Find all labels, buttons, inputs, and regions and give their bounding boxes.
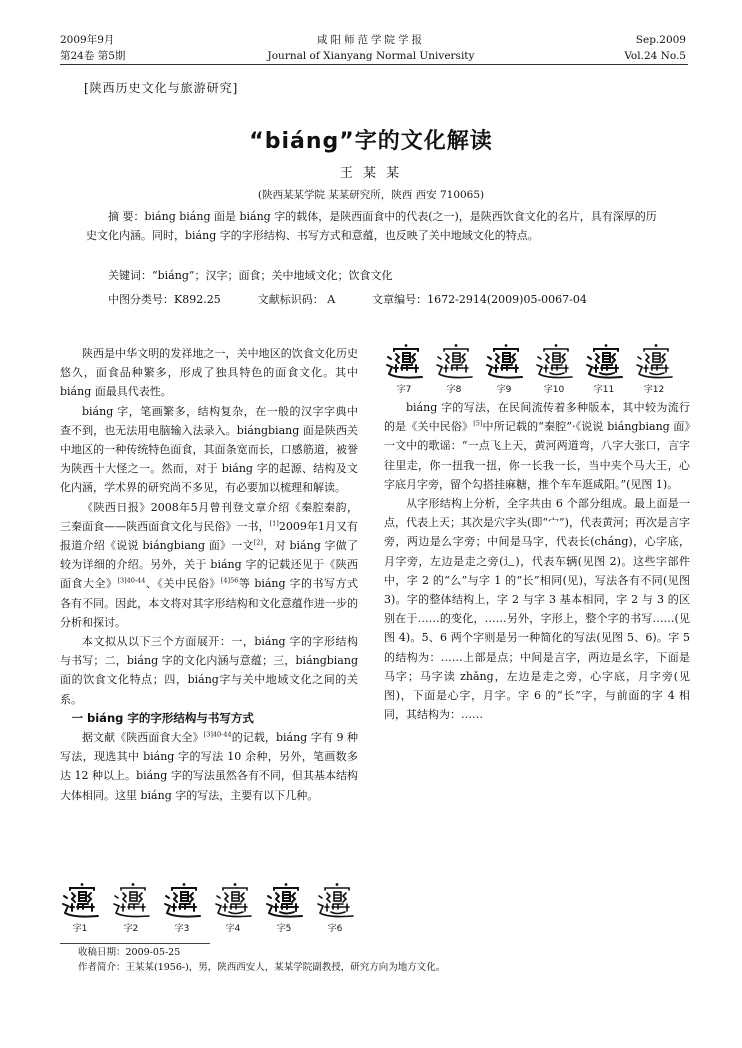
- biang-glyph-image: [584, 343, 624, 395]
- biang-glyph-drawing: [264, 882, 304, 920]
- citation: [5]: [473, 419, 483, 428]
- biang-glyph-drawing: [315, 882, 355, 920]
- biang-glyph-image: [484, 343, 524, 395]
- biang-glyph-drawing: [213, 882, 253, 920]
- paragraph-with-citations: 《陕西日报》2008年5月曾刊登文章介绍《秦腔秦韵，三秦面食——陕西面食文化与民俗》一书，[1]2009年1月又有报道介绍《说说 biángbiang 面》一文[2]，对 biáng 字做了较为详细的介绍。另外，关于 biáng 字的记载还见于《陕西面食大全》$^{[3]40-44}$、《关中民俗》$^{[4]56}$等 biáng 字的书写方式各有不同。因此，本文将对其字形结构和文化意蕴作进一步的分析和探讨。: [60, 500, 359, 629]
- biang-glyph-drawing: [60, 882, 100, 920]
- body-right-column: [384, 398, 690, 724]
- classification-line: [86, 290, 658, 309]
- body-left-column: [60, 344, 358, 805]
- paragraph-with-citations: biáng 字的写法，在民间流传着多种版本，其中较为流行的是《关中民俗》[5]中所记载的“秦腔”·《说说 biángbiang 面》一文中的歌谣：“一点飞上天，黄河两道弯，八字大张口，言字往里走，你一扭我一扭，你一长我一长，当中夹个马大王，心字底月字旁，留个勾搭挂麻糖，推个车车逛咸阳。”(见图 1)。: [384, 401, 690, 491]
- glyph-label: 字4: [225, 924, 241, 934]
- biang-glyph-image: [162, 882, 202, 934]
- author-affiliation: (陕西某某学院 某某研究所，陕西 西安 710065): [257, 189, 485, 201]
- clc-number: 中图分类号：K892.25: [108, 293, 221, 306]
- glyph-label: 字11: [593, 385, 615, 395]
- biang-glyph-drawing: [634, 343, 674, 381]
- header-journal-en: Journal of Xianyang Normal University: [267, 50, 475, 62]
- glyph-label: 字7: [396, 385, 412, 395]
- article-number: 文章编号：1672-2914(2009)05-0067-04: [372, 293, 587, 306]
- biang-glyph-image: [434, 343, 474, 395]
- header-date-cn: 2009年9月: [60, 34, 115, 46]
- glyph-label: 字9: [496, 385, 512, 395]
- glyph-label: 字8: [446, 385, 462, 395]
- biang-glyph-image: [384, 343, 424, 395]
- glyph-label: 字2: [123, 924, 139, 934]
- biang-glyph-drawing: [111, 882, 151, 920]
- biang-glyph-drawing: [484, 343, 524, 381]
- section-heading: 一 biáng 字的字形结构与书写方式: [71, 710, 254, 725]
- biang-glyph-image: [534, 343, 574, 395]
- footnote-received: 收稿日期：2009-05-25: [78, 947, 181, 958]
- glyph-figure-row-2: [384, 343, 690, 395]
- header-journal-cn: 咸阳师范学院学报: [317, 34, 425, 46]
- paragraph: 本文拟从以下三个方面展开：一，biáng 字的字形结构与书写；二，biáng 字的文化内涵与意蕴；三，biángbiang 面的饮食文化特点；四，biáng字与关中地域文化之间的关系。: [60, 635, 358, 706]
- biang-glyph-image: [264, 882, 304, 934]
- paragraph: 陕西是中华文明的发祥地之一，关中地区的饮食文化历史悠久，面食品种繁多，形成了独具特色的面食文化。其中 biáng 面最具代表性。: [60, 347, 358, 399]
- article-title: “biáng”字的文化解读: [249, 129, 493, 154]
- header-volume-cn: 第24卷 第5期: [60, 50, 126, 62]
- abstract: 摘 要：biáng biáng 面是 biáng 字的载体，是陕西面食中的代表(之一)，是陕西饮食文化的名片，具有深厚的历史文化内涵。同时，biáng 字的字形结构、书写方式和意蕴，也反映了关中地域文化的特点。: [86, 210, 657, 242]
- biang-glyph-image: [60, 882, 100, 934]
- glyph-label: 字5: [276, 924, 292, 934]
- biang-glyph-image: [111, 882, 151, 934]
- column-tag: [陕西历史文化与旅游研究]: [84, 81, 239, 95]
- glyph-label: 字12: [643, 385, 665, 395]
- biang-glyph-drawing: [584, 343, 624, 381]
- glyph-figure-row-1: [60, 882, 360, 934]
- biang-glyph-drawing: [434, 343, 474, 381]
- biang-glyph-image: [213, 882, 253, 934]
- biang-glyph-drawing: [162, 882, 202, 920]
- citation: [3]40-44: [203, 730, 232, 739]
- footnote-rule: [60, 943, 210, 944]
- paragraph-with-citations: 据文献《陕西面食大全》$^{[3]40-44}$的记载，biáng 字有 9 种写法，现选其中 biáng 字的写法 10 余种，另外，笔画数多达 12 种以上。biáng 字的写法虽然各有不同，但其基本结构大体相同。这里 biáng 字的写法，主要有以下几种。: [60, 730, 358, 802]
- glyph-label: 字3: [174, 924, 190, 934]
- keywords: 关键词：“biáng”；汉字；面食；关中地域文化；饮食文化: [108, 269, 393, 282]
- glyph-label: 字10: [543, 385, 565, 395]
- footnote-author-bio: 作者简介：王某某(1956-)，男，陕西西安人，某某学院副教授，研究方向为地方文化。: [78, 962, 446, 973]
- biang-glyph-drawing: [384, 343, 424, 381]
- header-volume-en: Vol.24 No.5: [624, 50, 686, 62]
- biang-glyph-image: [634, 343, 674, 395]
- article-author: 王 某 某: [339, 166, 403, 181]
- paragraph: 从字形结构上分析，全字共由 6 个部分组成。最上面是一点，代表上天；其次是穴字头(即“宀”)，代表黄河；再次是言字旁，两边是么字旁；中间是马字，代表长(cháng)，心字底，月字旁，左边是走之旁(辶)，代表车辆(见图 2)。这些字部件中，字 2 的“么”与字 1 的“长”相同(见)，写法各有不同(见图 3)。字的整体结构上，字 2 与字 3 基本相同，字 2 与 3 的区别在于……的变化，……另外，字形上，整个字的书写……(见图 4)。5、6 两个字则是另一种简化的写法(见图 5、6)。字 5 的结构为：……上部是点；中间是言字，两边是幺字，下面是马字；马字读 zhǎng，左边是走之旁，心字底，月字旁(见图)，下面是心字，月字。字 6 的“长”字，与前面的字 4 相同，其结构为：……: [384, 497, 690, 722]
- paragraph: biáng 字，笔画繁多，结构复杂，在一般的汉字字典中查不到，也无法用电脑输入法录入。biángbiang 面是陕西关中地区的一种传统特色面食，其面条宽而长，口感筋道，被誉为陕西十大怪之一。然而，对于 biáng 字的起源、结构及文化内涵，学术界的研究尚不多见，有必要加以梳理和解读。: [60, 404, 358, 495]
- citation: [3]40-44: [117, 576, 146, 585]
- glyph-label: 字6: [327, 924, 343, 934]
- citation: [1]: [269, 519, 279, 528]
- biang-glyph-drawing: [534, 343, 574, 381]
- biang-glyph-image: [315, 882, 355, 934]
- header-date-en: Sep.2009: [635, 34, 686, 46]
- header-rule: [60, 64, 688, 65]
- glyph-label: 字1: [72, 924, 88, 934]
- document-code: 文献标识码： A: [257, 293, 336, 306]
- citation: [4]56: [220, 576, 239, 585]
- citation: [2]: [253, 538, 263, 547]
